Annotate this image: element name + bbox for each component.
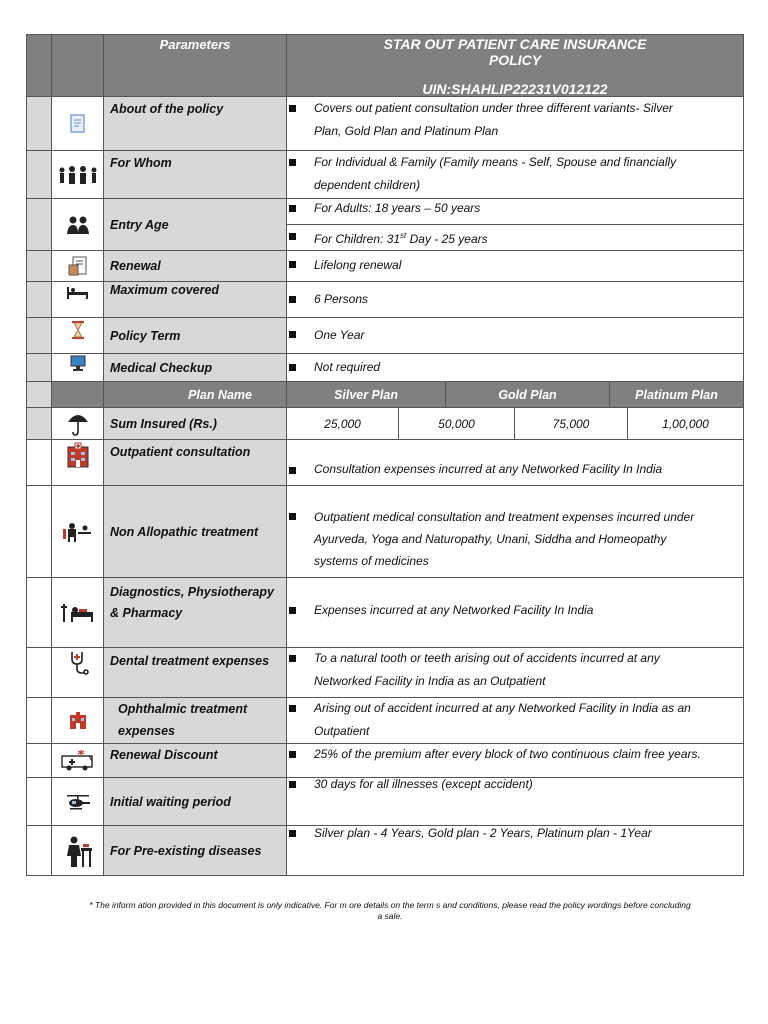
param-value <box>287 199 744 250</box>
bullet-icon <box>289 233 296 240</box>
stethoscope-icon <box>52 648 104 697</box>
clinic-icon <box>52 698 104 743</box>
param-label: Initial waiting period <box>104 778 287 825</box>
document-icon <box>52 97 104 150</box>
row-diagnostics <box>26 578 744 648</box>
hospital-icon <box>52 440 104 485</box>
row-strip <box>26 382 52 407</box>
param-value: Expenses incurred at any Networked Facility In India <box>287 578 744 647</box>
row-strip <box>26 826 52 875</box>
plan-silver: Silver Plan <box>287 382 446 407</box>
row-strip <box>26 97 52 150</box>
param-label: Outpatient consultation <box>104 440 287 485</box>
policy-uin: UIN:SHAHLIP22231V012122 <box>422 81 608 97</box>
bullet-icon <box>289 364 296 371</box>
ambulance-icon <box>52 744 104 777</box>
row-dental <box>26 648 744 698</box>
header-strip <box>26 35 52 96</box>
bullet-icon <box>289 159 296 166</box>
row-strip <box>26 578 52 647</box>
row-waiting-period <box>26 778 744 826</box>
bullet-icon <box>289 296 296 303</box>
row-about <box>26 97 744 151</box>
param-label: Renewal <box>104 251 287 281</box>
row-policy-term <box>26 318 744 354</box>
row-strip <box>26 282 52 317</box>
plan-platinum: Platinum Plan <box>610 382 744 407</box>
param-value: Arising out of accident incurred at any Networked Facility in India as an Outpatient <box>287 698 744 743</box>
children-subrow: For Children: 31st Day - 25 years <box>287 224 743 251</box>
row-strip <box>26 648 52 697</box>
param-label: Dental treatment expenses <box>104 648 287 697</box>
param-value: Outpatient medical consultation and treatment expenses incurred under Ayurveda, Yoga and Naturopathy, Unani, Siddha and Homeopathy systems of medicines <box>287 486 744 577</box>
helicopter-icon <box>52 778 104 825</box>
param-label: Medical Checkup <box>104 354 287 381</box>
param-value: To a natural tooth or teeth arising out of accidents incurred at any Networked Facility in India as an Outpatient <box>287 648 744 697</box>
row-pre-existing <box>26 826 744 876</box>
param-value: Silver plan - 4 Years, Gold plan - 2 Years, Platinum plan - 1Year <box>287 826 744 875</box>
sum-value: 75,000 <box>515 408 628 439</box>
row-strip <box>26 354 52 381</box>
row-entry-age <box>26 199 744 251</box>
row-medical-checkup <box>26 354 744 382</box>
sum-value: 50,000 <box>399 408 515 439</box>
adults-subrow: For Adults: 18 years – 50 years <box>287 199 743 225</box>
bullet-icon <box>289 830 296 837</box>
param-value: 6 Persons <box>287 282 744 317</box>
param-value: Not required <box>287 354 744 381</box>
policy-title-cell <box>287 35 744 96</box>
bullet-icon <box>289 261 296 268</box>
param-label: Renewal Discount <box>104 744 287 777</box>
row-sum-insured <box>26 408 744 440</box>
param-value: Lifelong renewal <box>287 251 744 281</box>
row-strip <box>26 778 52 825</box>
footnote: * The inform ation provided in this document is only indicative. For m ore details on the term s and conditions, please read the policy wordings before concluding a sale. <box>89 900 691 921</box>
param-label: Sum Insured (Rs.) <box>104 408 287 439</box>
plan-name-label: Plan Name <box>104 382 287 407</box>
param-value: For Individual & Family (Family means - Self, Spouse and financially dependent children) <box>287 151 744 198</box>
row-for-whom <box>26 151 744 199</box>
surgeon-icon <box>52 826 104 875</box>
hourglass-icon <box>52 318 104 353</box>
row-strip <box>26 199 52 250</box>
param-label: Non Allopathic treatment <box>104 486 287 577</box>
bullet-icon <box>289 655 296 662</box>
bullet-icon <box>289 467 296 474</box>
row-renewal <box>26 251 744 282</box>
row-strip <box>26 151 52 198</box>
row-strip <box>26 251 52 281</box>
bed-icon <box>52 282 104 317</box>
param-label: For Pre-existing diseases <box>104 826 287 875</box>
row-non-allopathic <box>26 486 744 578</box>
param-label: Maximum covered <box>104 282 287 317</box>
people-icon <box>52 199 104 250</box>
param-value: Consultation expenses incurred at any Networked Facility In India <box>287 440 744 485</box>
sum-value: 1,00,000 <box>628 408 744 439</box>
row-strip <box>26 486 52 577</box>
sum-value: 25,000 <box>287 408 399 439</box>
bullet-icon <box>289 513 296 520</box>
bullet-icon <box>289 607 296 614</box>
bullet-icon <box>289 205 296 212</box>
param-label: Diagnostics, Physiotherapy & Pharmacy <box>104 578 287 647</box>
param-value: 25% of the premium after every block of two continuous claim free years. <box>287 744 744 777</box>
bullet-icon <box>289 331 296 338</box>
row-ophthalmic <box>26 698 744 744</box>
row-strip <box>26 744 52 777</box>
param-label: About of the policy <box>104 97 287 150</box>
bullet-icon <box>289 705 296 712</box>
plan-gold: Gold Plan <box>446 382 610 407</box>
row-strip <box>26 408 52 439</box>
row-plan-name <box>26 382 744 408</box>
header-icon-cell <box>52 35 104 96</box>
table-header <box>26 34 744 97</box>
parameters-heading: Parameters <box>104 35 287 96</box>
param-value: 30 days for all illnesses (except accident) <box>287 778 744 825</box>
clipboard-icon <box>52 251 104 281</box>
row-strip <box>26 698 52 743</box>
bullet-icon <box>289 751 296 758</box>
row-outpatient <box>26 440 744 486</box>
patient-icon <box>52 578 104 647</box>
param-label: Entry Age <box>104 199 287 250</box>
monitor-icon <box>52 354 104 381</box>
param-value: One Year <box>287 318 744 353</box>
plan-icon-cell <box>52 382 104 407</box>
row-strip <box>26 440 52 485</box>
policy-title: STAR OUT PATIENT CARE INSURANCE POLICY <box>383 36 647 68</box>
bullet-icon <box>289 105 296 112</box>
param-label: Ophthalmic treatment expenses <box>104 698 287 743</box>
umbrella-icon <box>52 408 104 439</box>
row-maximum-covered <box>26 282 744 318</box>
row-strip <box>26 318 52 353</box>
param-label: Policy Term <box>104 318 287 353</box>
bullet-icon <box>289 781 296 788</box>
param-value: Covers out patient consultation under three different variants- Silver Plan, Gold Plan and Platinum Plan <box>287 97 744 150</box>
param-label: For Whom <box>104 151 287 198</box>
doctor-icon <box>52 486 104 577</box>
family-icon <box>52 151 104 198</box>
